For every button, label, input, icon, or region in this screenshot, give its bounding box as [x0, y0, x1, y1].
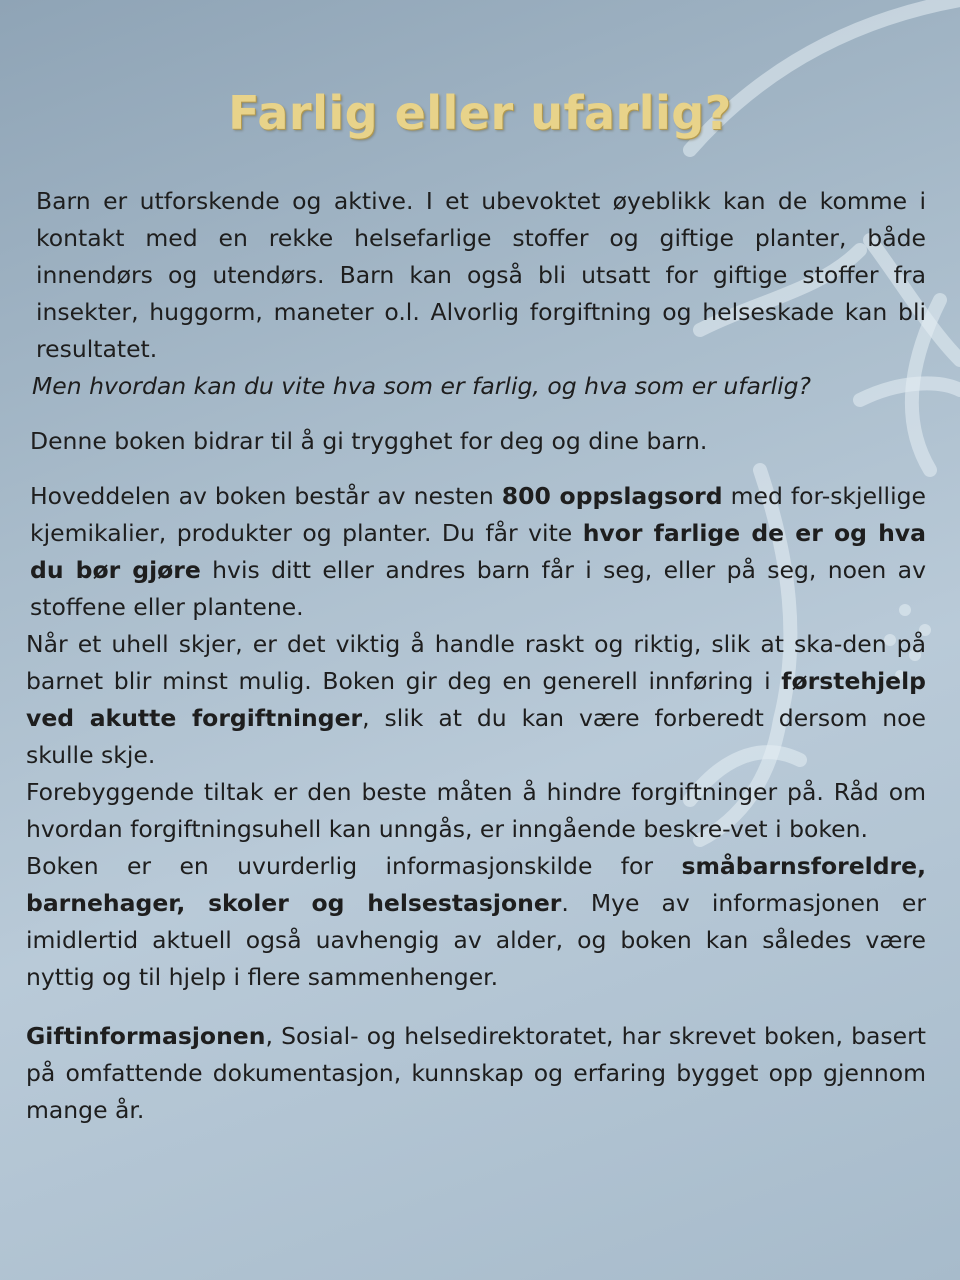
p4-bold-audience: småbarnsforeldre, barnehager, skoler og helsestasjoner — [26, 852, 926, 917]
p1-bold-count: 800 oppslagsord — [501, 482, 723, 510]
main-paragraph-2 — [26, 626, 926, 774]
p2-text-c: , slik at du kan være forberedt dersom noe skulle skje. — [26, 704, 926, 769]
closing-paragraph — [26, 1018, 926, 1129]
intro-paragraph: Barn er utforskende og aktive. I et ubevoktet øyeblikk kan de komme i kontakt med en rekke helsefarlige stoffer og giftige planter, både innendørs og utendørs. Barn kan også bli utsatt for giftige stoffer fra insekter, huggorm, maneter o.l. Alvorlig forgiftning og helseskade kan bli resultatet. — [36, 187, 926, 363]
p4-text-a: Boken er en uvurderlig informasjonskilde for — [26, 852, 682, 880]
main-paragraph-4 — [26, 848, 926, 996]
question-line: Men hvordan kan du vite hva som er farlig, og hva som er ufarlig? — [32, 372, 812, 400]
main-paragraph-1 — [26, 478, 926, 626]
p2-text-a: Når et uhell skjer, er det viktig å handle raskt og riktig, slik at ska-den på barnet blir minst mulig. Boken gir deg en generell innføring i — [26, 630, 926, 695]
page-title: Farlig eller ufarlig? — [228, 86, 732, 140]
closing-bold-author: Giftinformasjonen — [26, 1022, 266, 1050]
p2-bold-firstaid: førstehjelp ved akutte forgiftninger — [26, 667, 926, 732]
p4-text-c: . Mye av informasjonen er imidlertid aktuell også uavhengig av alder, og boken kan således være nyttig og til hjelp i flere sammenhenger. — [26, 889, 926, 991]
body-text — [26, 183, 926, 1129]
statement-line: Denne boken bidrar til å gi trygghet for deg og dine barn. — [30, 427, 708, 455]
main-paragraph-3: Forebyggende tiltak er den beste måten å hindre forgiftninger på. Råd om hvordan forgiftningsuhell kan unngås, er inngående beskre-vet i boken. — [26, 778, 926, 843]
p1-bold-danger: hvor farlige de er og hva du bør gjøre — [30, 519, 926, 584]
closing-text: , Sosial- og helsedirektoratet, har skrevet boken, basert på omfattende dokumentasjon, kunnskap og erfaring bygget opp gjennom mange år. — [26, 1022, 926, 1124]
p1-text-a: Hoveddelen av boken består av nesten — [30, 482, 502, 510]
p1-text-e: hvis ditt eller andres barn får i seg, eller på seg, noen av stoffene eller plantene. — [30, 556, 926, 621]
p1-text-c: med for-skjellige kjemikalier, produkter og planter. Du får vite — [30, 482, 926, 547]
